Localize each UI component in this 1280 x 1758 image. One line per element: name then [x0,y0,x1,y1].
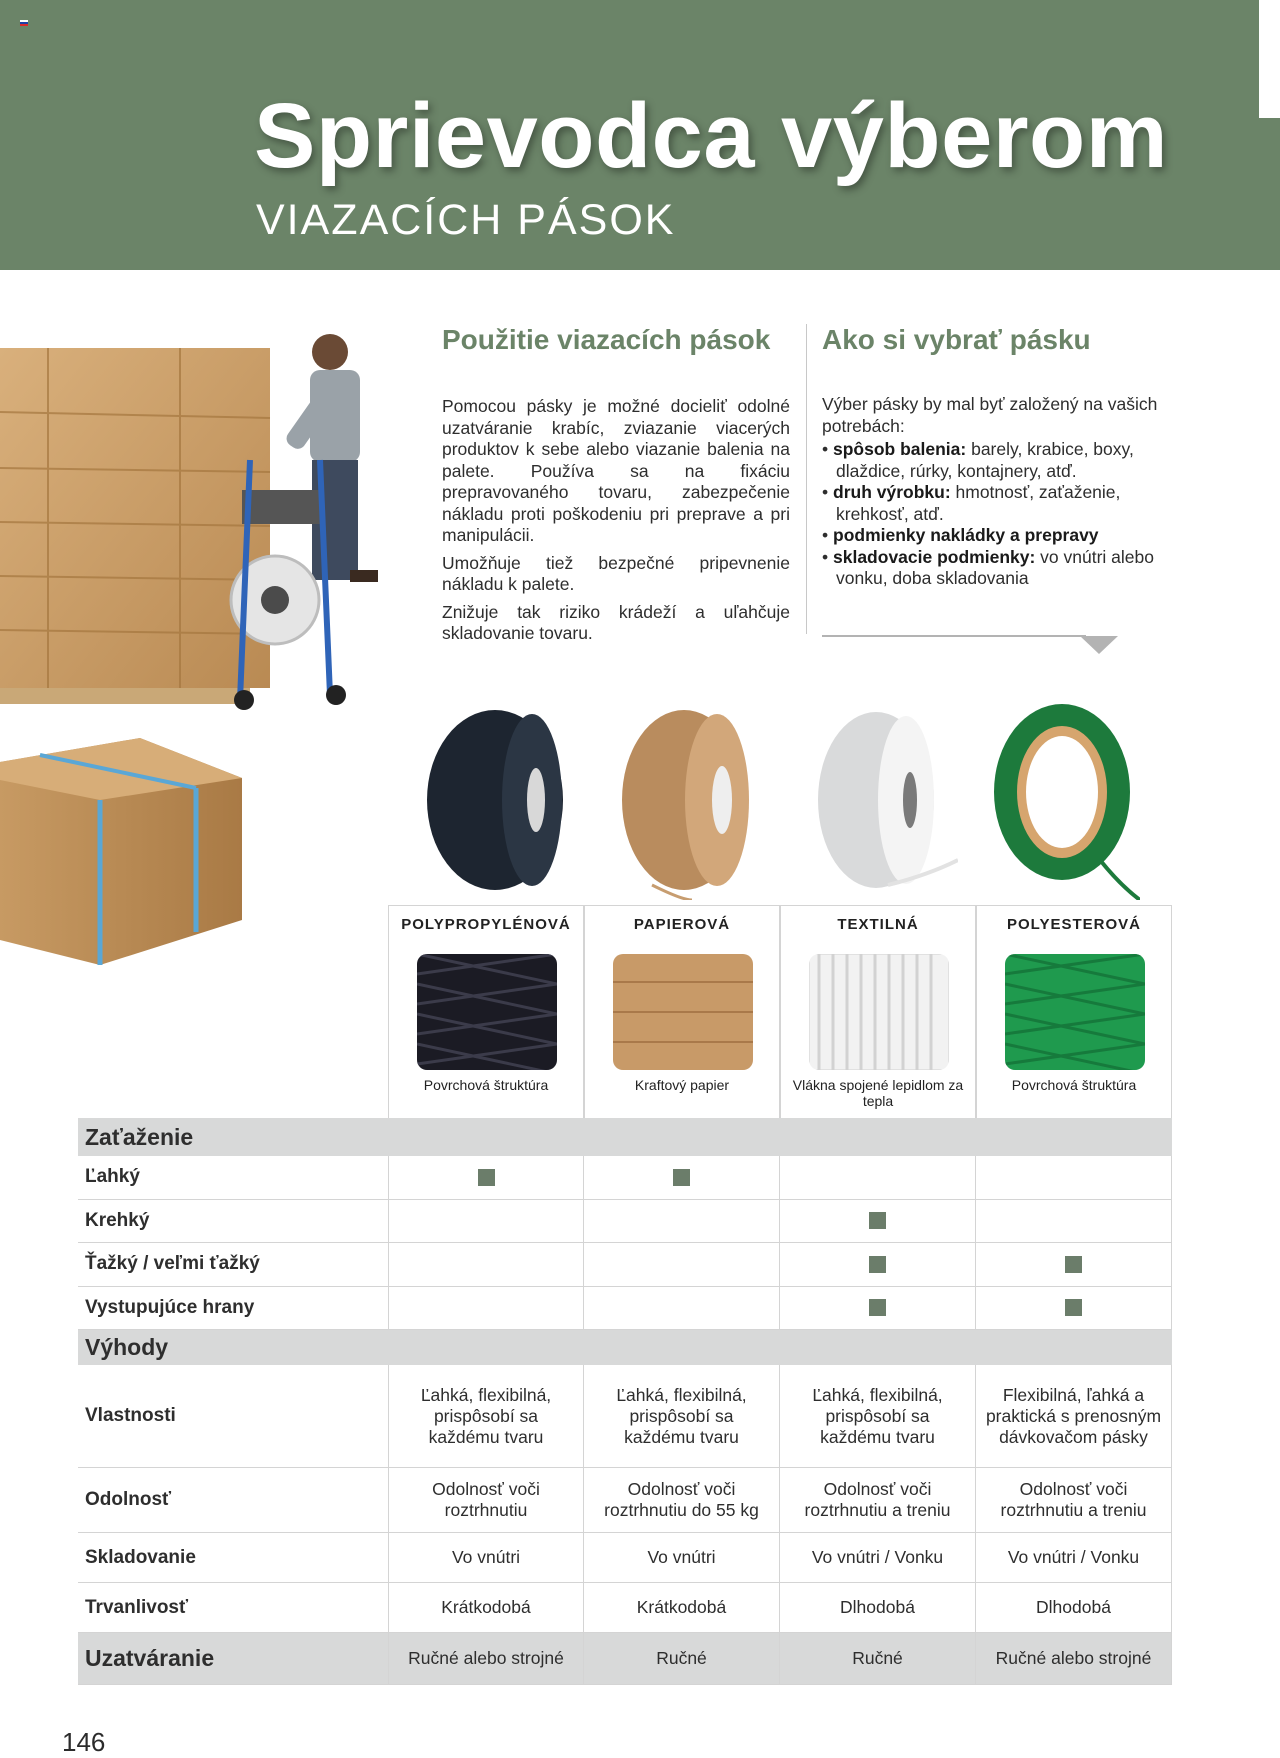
section-rule [822,635,1086,637]
table-cell [388,1243,584,1287]
table-cell [976,1468,1172,1533]
checkmark-square-icon [478,1169,495,1186]
column-title: PAPIEROVÁ [633,916,731,933]
usage-paragraph: Umožňuje tiež bezpečné pripevnenie nákladu k palete. [442,552,790,594]
column-title: TEXTILNÁ [837,916,919,933]
checkmark-square-icon [869,1299,886,1316]
table-cell [780,1287,976,1331]
page-subtitle: VIAZACÍCH PÁSOK [256,196,676,244]
row-label: Uzatváranie [78,1633,388,1685]
page-title: Sprievodca výberom [254,85,1169,187]
column-caption: Vlákna spojené lepidlom za tepla [792,1077,964,1109]
column-title: POLYPROPYLÉNOVÁ [401,916,571,933]
cell-text: Ľahká, flexibilná, prispôsobí sa každému tvaru [616,1384,747,1447]
table-cell [388,1533,584,1583]
table-cell [584,1468,780,1533]
table-cell [584,1287,780,1331]
table-cell [388,1468,584,1533]
table-cell [388,1156,584,1200]
cell-text: Ľahká, flexibilná, prispôsobí sa každému tvaru [420,1384,552,1447]
table-cell [388,1583,584,1633]
checkmark-square-icon [673,1169,690,1186]
choose-bullet: • druh výrobku: hmotnosť, zaťaženie, krehkosť, atď. [822,482,1121,524]
cell-text: Dlhodobá [1036,1597,1111,1617]
paper-texture-swatch [613,954,753,1070]
row-label: Vlastnosti [78,1365,388,1468]
table-cell [976,1156,1172,1200]
table-cell [976,1287,1172,1331]
column-header-polyester [976,905,1172,1118]
table-cell [388,1200,584,1244]
cell-text: Dlhodobá [840,1597,915,1617]
table-cell [584,1633,780,1685]
row-label: Vystupujúce hrany [78,1287,388,1331]
column-header-textile [780,905,976,1118]
cell-text: Vo vnútri [647,1547,716,1567]
table-cell [584,1583,780,1633]
cell-text: Ručné alebo strojné [408,1648,564,1668]
row-label: Odolnosť [78,1468,388,1533]
choose-bullet: • spôsob balenia: barely, krabice, boxy, dlaždice, rúrky, kontajnery, atď. [822,439,1134,481]
table-cell [780,1583,976,1633]
row-label: Ľahký [78,1156,388,1200]
column-caption: Kraftový papier [634,1077,730,1093]
column-divider [806,324,807,634]
cell-text: Flexibilná, ľahká a praktická s prenosným dávkovačom pásky [985,1384,1162,1447]
table-cell [780,1533,976,1583]
table-cell [780,1156,976,1200]
choose-bullet: • podmienky nakládky a prepravy [822,525,1099,545]
table-cell [584,1243,780,1287]
column-caption: Povrchová štruktúra [1011,1077,1137,1093]
table-cell [780,1200,976,1244]
table-cell [780,1243,976,1287]
section-load: Zaťaženie [78,1118,1172,1156]
cell-text: Vo vnútri / Vonku [1007,1547,1140,1567]
cell-text: Ľahká, flexibilná, prispôsobí sa každému tvaru [812,1384,943,1447]
column-caption: Povrchová štruktúra [423,1077,549,1093]
choose-title: Ako si vybrať pásku [822,324,1091,355]
choose-text [822,394,1172,590]
table-cell [976,1365,1172,1468]
table-cell [780,1468,976,1533]
cell-text: Vo vnútri / Vonku [811,1547,944,1567]
table-cell [584,1365,780,1468]
table-cell [584,1200,780,1244]
column-header-polypropylene [388,905,584,1118]
row-label: Ťažký / veľmi ťažký [78,1243,388,1287]
table-cell [780,1633,976,1685]
table-cell [584,1533,780,1583]
table-cell [976,1583,1172,1633]
cell-text: Vo vnútri [451,1547,521,1567]
usage-paragraph: Znižuje tak riziko krádeží a uľahčuje skladovanie tovaru. [442,601,790,643]
header-band-edge [1259,118,1280,270]
column-header-paper [584,905,780,1118]
checkmark-square-icon [869,1212,886,1229]
choose-bullets [822,439,1172,590]
cell-text: Krátkodobá [636,1597,727,1617]
table-cell [976,1533,1172,1583]
arrow-down-icon [1080,636,1118,654]
cell-text: Ručné [852,1648,903,1668]
cell-text: Odolnosť voči roztrhnutiu [432,1479,540,1520]
paper-roll-image [612,700,762,900]
polypropylene-texture-swatch [417,954,557,1070]
strapping-photo [0,300,420,1040]
table-cell [780,1365,976,1468]
choose-bullet: • skladovacie podmienky: vo vnútri alebo vonku, doba skladovania [822,546,1154,588]
usage-paragraph: Pomocou pásky je možné docieliť odolné uzatváranie krabíc, zviazanie viacerých produktov k sebe alebo viazanie balenia na palete. Používa sa na fixáciu prepravovaného tovaru, zabezpečenie nákladu proti poškodeniu pri preprave a pri manipulácii. [442,396,790,545]
table-cell [388,1365,584,1468]
cell-text: Ručné alebo strojné [995,1648,1152,1668]
flag-icon [20,20,28,26]
polypropylene-roll-image [420,700,570,900]
cell-text: Odolnosť voči roztrhnutiu a treniu [804,1479,951,1520]
usage-title: Použitie viazacích pások [442,324,771,355]
row-label: Trvanlivosť [78,1583,388,1633]
table-cell [388,1633,584,1685]
cell-text: Odolnosť voči roztrhnutiu do 55 kg [604,1479,759,1520]
textile-roll-image [808,700,958,900]
polyester-roll-image [990,700,1140,900]
usage-text [442,396,790,651]
row-label: Krehký [78,1200,388,1244]
cell-text: Ručné [656,1648,707,1668]
page-number: 146 [62,1727,106,1757]
row-label: Skladovanie [78,1533,388,1583]
checkmark-square-icon [869,1256,886,1273]
section-benefits: Výhody [78,1330,1172,1365]
table-cell [976,1633,1172,1685]
cell-text: Odolnosť voči roztrhnutiu a treniu [1000,1479,1147,1520]
polyester-texture-swatch [1005,954,1145,1070]
checkmark-square-icon [1065,1256,1082,1273]
choose-lead: Výber pásky by mal byť založený na vašich potrebách: [822,394,1158,436]
checkmark-square-icon [1065,1299,1082,1316]
table-cell [584,1156,780,1200]
table-cell [388,1287,584,1331]
column-title: POLYESTEROVÁ [1007,916,1141,933]
cell-text: Krátkodobá [441,1597,531,1617]
textile-texture-swatch [809,954,949,1070]
table-cell [976,1243,1172,1287]
table-cell [976,1200,1172,1244]
